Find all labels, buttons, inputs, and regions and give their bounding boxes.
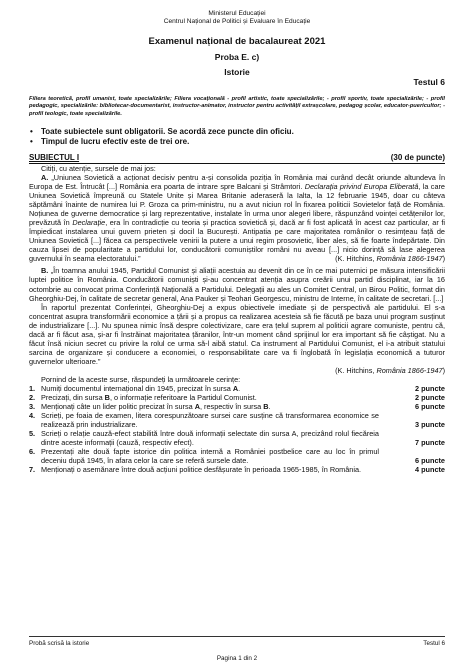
question-item: 3. Menționați câte un lider politic precizat în sursa A, respectiv în sursa B. 6 puncte: [29, 402, 445, 412]
source-a: A. „Uniunea Sovietică a acționat decisiv pentru a-și consolida poziția în România mai curând decât oriunde altundeva în Europa de Est. Întrucât [...] România era poarta de intrare spre Balcani și Strâmtori. Declarația privind Europa Eliberată, la care Uniunea Sovietică împreună cu Statele Unite și Marea Britanie aderaseră la Ialta, la 12 februarie 1945, doar cu câteva săptămâni înainte de numirea lui P. Groza ca prim-ministru, nu a avut niciun rol în fixarea politicii Sovietelor față de România. Noțiunea de guverne democratice și larg reprezentative, instalate în urma unor alegeri libere, răspunzând voinței cetățenilor lor, prevăzută în Declarație, era în contradicție cu teoria și practica sovietică și, dacă ar fi fost aplicată în acest caz particular, ar fi împiedicat instalarea unui guvern prieten și docil la București. Antipatia pe care majoritatea românilor o resimțeau față de Uniunea Sovietică [...] făcea ca perspectivele venirii la putere a unui regim prosovietic, liber ales, să fie foarte îndepărtate. Din cauza lipsei de popularitate a partidului lor, conducătorii comuniștilor români nu aveau [...] nicio dorință să lase alegerea guvernului în seama electoratului.” (K. Hitchins, România 1866-1947): [29, 172, 446, 264]
source-a-citation: (K. Hitchins, România 1866-1947): [335, 254, 445, 264]
question-item: 7. Menționați o asemănare între două acțiuni politice desfășurate în perioada 1965-1985, în România. 4 puncte: [29, 465, 445, 475]
source-a-letter: A.: [41, 172, 49, 182]
intro-text: Citiți, cu atenție, sursele de mai jos:: [41, 163, 156, 173]
question-item: 4. Scrieți, pe foaia de examen, litera corespunzătoare sursei care susține că transformarea economice se realizează prin industrializare. 3 puncte: [29, 411, 445, 430]
question-item: 1. Numiți documentul internațional din 1945, precizat în sursa A. 2 puncte: [29, 384, 445, 394]
source-b-p2: În raportul prezentat Conferinței, Gheorghiu-Dej a expus obiectivele imediate și de perspectivă ale partidului. El s-a concentrat asupra transformării economice a țării și a propus ca realizarea acesteia să fie făcută pe baza unui program susținut de industrializare [...]. Nu spunea nimic însă despre colectivizare, care era țelul suprem al politicii agrare comuniste, pentru că, dacă ar fi făcut asa, și-ar fi înstrăinat majoritatea țăranilor, într-un moment când sprijinul lor era important să fie câștigat. Nu a făcut însă niciun secret cu privire la rolul ce urma să-l aibă statul. Ca instrument al Partidului Comunist, el i-a atribuit statului sarcina de organizare și conducere a economiei, o responsabilitate care va fi înglobată în legislația economică a tuturor guvernelor ulterioare.”: [29, 302, 445, 366]
footer-left: Probă scrisă la istorie: [29, 640, 90, 647]
instruction-item: • Timpul de lucru efectiv este de trei ore.: [30, 137, 190, 147]
page-number: Pagina 1 din 2: [216, 655, 258, 662]
center-name: Centrul Național de Politici și Evaluare în Educație: [163, 18, 311, 25]
footer-divider: [29, 636, 445, 637]
question-item: 2. Precizați, din sursa B, o informație referitoare la Partidul Comunist. 2 puncte: [29, 393, 445, 403]
footer: [29, 640, 445, 647]
ministry-header: [29, 10, 445, 26]
proba-label: Proba E. c): [214, 52, 260, 62]
footer-right: Testul 6: [423, 640, 445, 647]
question-item: 5. Scrieți o relație cauză-efect stabilită între două informații selectate din sursa A, precizând rolul fiecăreia dintre aceste informații (cauză, respectiv efect). 7 puncte: [29, 429, 445, 448]
subject-label: Istorie: [224, 67, 250, 77]
question-item: 6. Prezentați alte două fapte istorice din politica internă a României postbelice care au loc în primul deceniu după 1945, în afara celor la care se referă sursele date. 6 puncte: [29, 447, 445, 466]
instructions-list: [29, 127, 445, 148]
source-b-letter: B.: [41, 266, 49, 276]
subiect-points: (30 de puncte): [390, 152, 445, 162]
filiera-text: Filiera teoretică, profil umanist, toate specializările; Filiera vocațională - profil artistic, toate specializările; - profil sportiv, toate specializările; - profil pedagogic, specializările: bibliotecar-documentarist, instructor-animator, instructor pentru activitățil extrașcolare, pedagog școlar, educator-puericultor; - profil teologic, toate specializările.: [29, 96, 445, 117]
exam-title: Examenul național de bacalaureat 2021: [148, 36, 326, 47]
source-b-citation: (K. Hitchins, România 1866-1947): [335, 365, 445, 375]
requirements-intro: Pornind de la aceste surse, răspundeți la următoarele cerințe:: [41, 374, 241, 384]
questions-list: [29, 384, 445, 474]
subiect-header: [29, 153, 445, 164]
subiect-label: SUBIECTUL I: [29, 152, 80, 162]
ministry-name: Ministerul Educației: [208, 10, 266, 17]
source-b: B. „În toamna anului 1945, Partidul Comunist și aliații acestuia au devenit din ce în ce mai puternici pe măsura intensificării luptei politice în România. Conducătorii comuniști și-au concentrat atenția asupra creării unui partid disciplinat, iar la 16 octombrie au convocat prima Conferință Națională a Partidului. Delegații au ales un Comitet Central, un Birou Politic, format din Gheorghiu-Dej, în calitate de secretar general, Ana Pauker și Teohari Georgescu, ministru de Interne, în calitate de secretari. [...]: [29, 266, 445, 303]
test-label: Testul 6: [413, 77, 445, 87]
instruction-item: • Toate subiectele sunt obligatorii. Se acordă zece puncte din oficiu.: [30, 126, 294, 136]
